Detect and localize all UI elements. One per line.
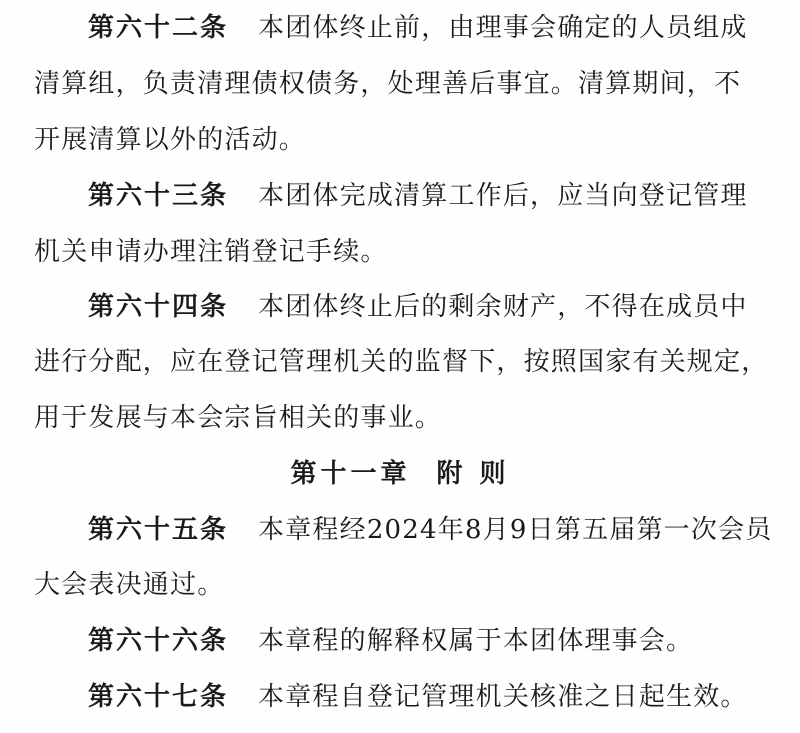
article-66-first-line xyxy=(88,621,800,661)
article-62-text-line-2: 清算组，负责清理债权债务，处理善后事宜。清算期间，不 xyxy=(34,69,742,99)
article-66-text-line-1: 本章程的解释权属于本团体理事会。 xyxy=(258,626,694,656)
article-62-text-line-3: 开展清算以外的活动。 xyxy=(34,125,307,155)
article-65-text-line-1: 本章程经2024年8月9日第五届第一次会员 xyxy=(258,515,773,545)
article-65-text-line-2: 大会表决通过。 xyxy=(34,570,225,600)
article-67-first-line xyxy=(88,677,800,717)
chapter-heading xyxy=(0,454,800,494)
article-67-text-line-1: 本章程自登记管理机关核准之日起生效。 xyxy=(258,682,748,712)
article-62-text-line-1: 本团体终止前，由理事会确定的人员组成 xyxy=(258,13,748,43)
article-63-text-line-1: 本团体完成清算工作后，应当向登记管理 xyxy=(258,181,748,211)
article-65-first-line xyxy=(88,510,800,550)
article-62-first-line xyxy=(88,8,800,48)
article-63-label: 第六十三条 xyxy=(88,181,229,211)
article-62-label: 第六十二条 xyxy=(88,13,229,43)
chapter-number: 第十一章 xyxy=(290,459,411,489)
article-64-text-line-2: 进行分配，应在登记管理机关的监督下，按照国家有关规定， xyxy=(34,347,769,377)
chapter-title: 附 则 xyxy=(436,459,510,489)
article-65-label: 第六十五条 xyxy=(88,515,229,545)
article-63-first-line xyxy=(88,176,800,216)
article-67-label: 第六十七条 xyxy=(88,682,229,712)
article-64-text-line-3: 用于发展与本会宗旨相关的事业。 xyxy=(34,403,443,433)
article-64-first-line xyxy=(88,287,800,327)
article-63-text-line-2: 机关申请办理注销登记手续。 xyxy=(34,237,388,267)
article-64-text-line-1: 本团体终止后的剩余财产，不得在成员中 xyxy=(258,292,748,322)
article-66-label: 第六十六条 xyxy=(88,626,229,656)
article-64-label: 第六十四条 xyxy=(88,292,229,322)
